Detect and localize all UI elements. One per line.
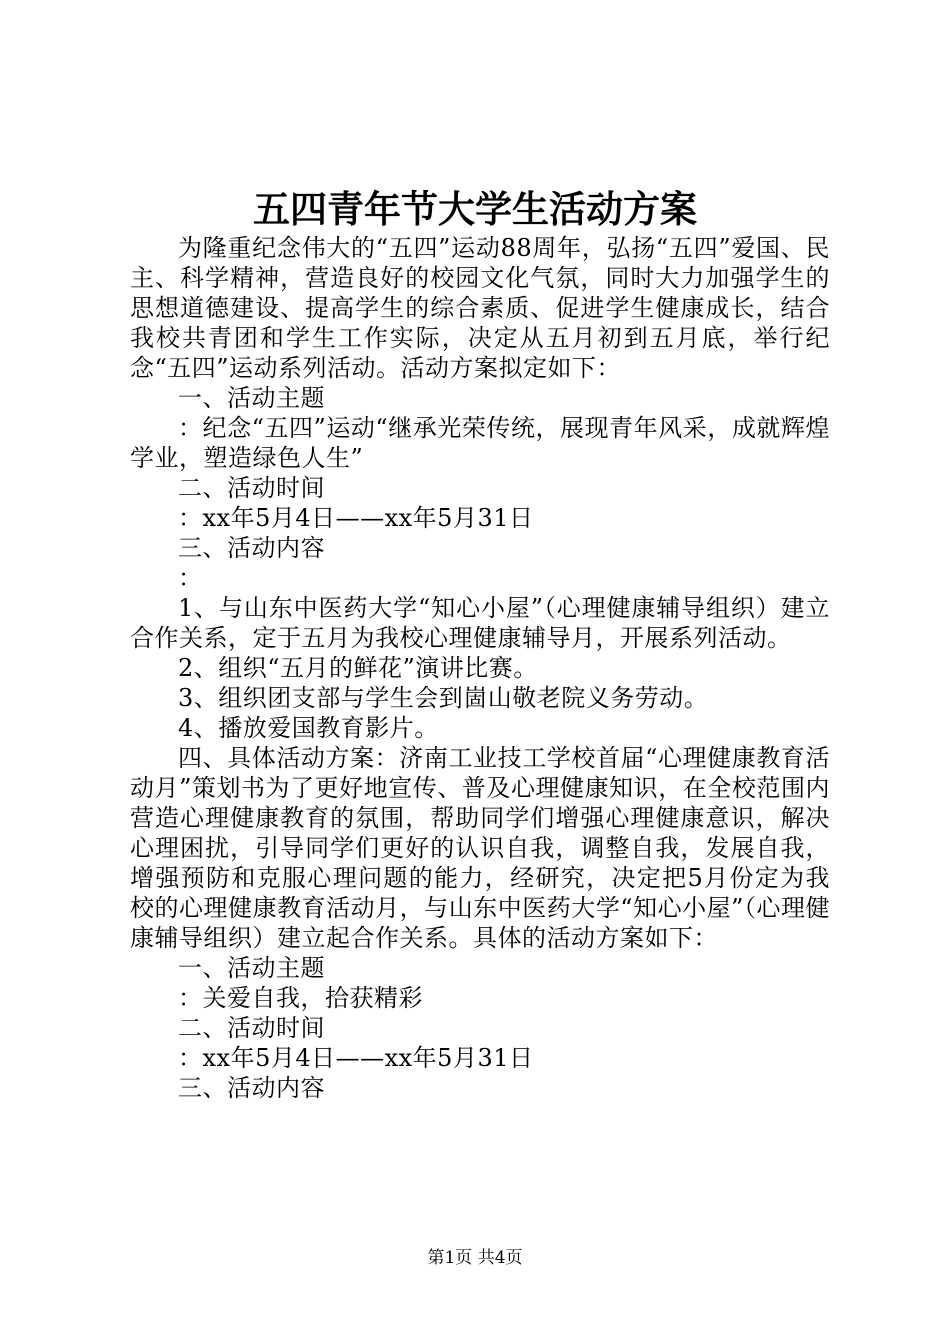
paragraph: 一、活动主题	[178, 384, 325, 412]
paragraph: 一、活动主题	[178, 954, 325, 982]
paragraph: 三、活动内容	[178, 1074, 325, 1102]
paragraph: ：xx年5月4日——xx年5月31日	[178, 1044, 534, 1072]
document-title: 五四青年节大学生活动方案	[253, 187, 697, 231]
paragraph: ：关爱自我，拾获精彩	[178, 984, 423, 1012]
paragraph: 2、组织“五月的鲜花”演讲比赛。	[178, 654, 538, 682]
paragraph: 为隆重纪念伟大的“五四”运动88周年，弘扬“五四”爱国、民主、科学精神，营造良好的校园文化气氛，同时大力加强学生的思想道德建设、提高学生的综合素质、促进学生健康成长，结合我校共青团和学生工作实际，决定从五月初到五月底，举行纪念“五四”运动系列活动。活动方案拟定如下：	[130, 234, 830, 382]
page-footer: 第1页 共4页	[427, 1248, 523, 1268]
paragraph: 3、组织团支部与学生会到崮山敬老院义务劳动。	[178, 684, 709, 712]
paragraph: 二、活动时间	[178, 1014, 325, 1042]
paragraph: ：	[178, 564, 203, 592]
document-body	[130, 233, 830, 1103]
paragraph: 1、与山东中医药大学“知心小屋”（心理健康辅导组织）建立合作关系，定于五月为我校心理健康辅导月，开展系列活动。	[130, 594, 830, 652]
paragraph: 三、活动内容	[178, 534, 325, 562]
paragraph: ：纪念“五四”运动“继承光荣传统，展现青年风采，成就辉煌学业，塑造绿色人生”	[130, 414, 830, 472]
paragraph: 4、播放爱国教育影片。	[178, 714, 439, 742]
paragraph: ：xx年5月4日——xx年5月31日	[178, 504, 534, 532]
paragraph: 四、具体活动方案：济南工业技工学校首届“心理健康教育活动月”策划书为了更好地宣传、普及心理健康知识，在全校范围内营造心理健康教育的氛围，帮助同学们增强心理健康意识，解决心理困扰，引导同学们更好的认识自我，调整自我，发展自我，增强预防和克服心理问题的能力，经研究，决定把5月份定为我校的心理健康教育活动月，与山东中医药大学“知心小屋”（心理健康辅导组织）建立起合作关系。具体的活动方案如下：	[130, 744, 830, 952]
paragraph: 二、活动时间	[178, 474, 325, 502]
